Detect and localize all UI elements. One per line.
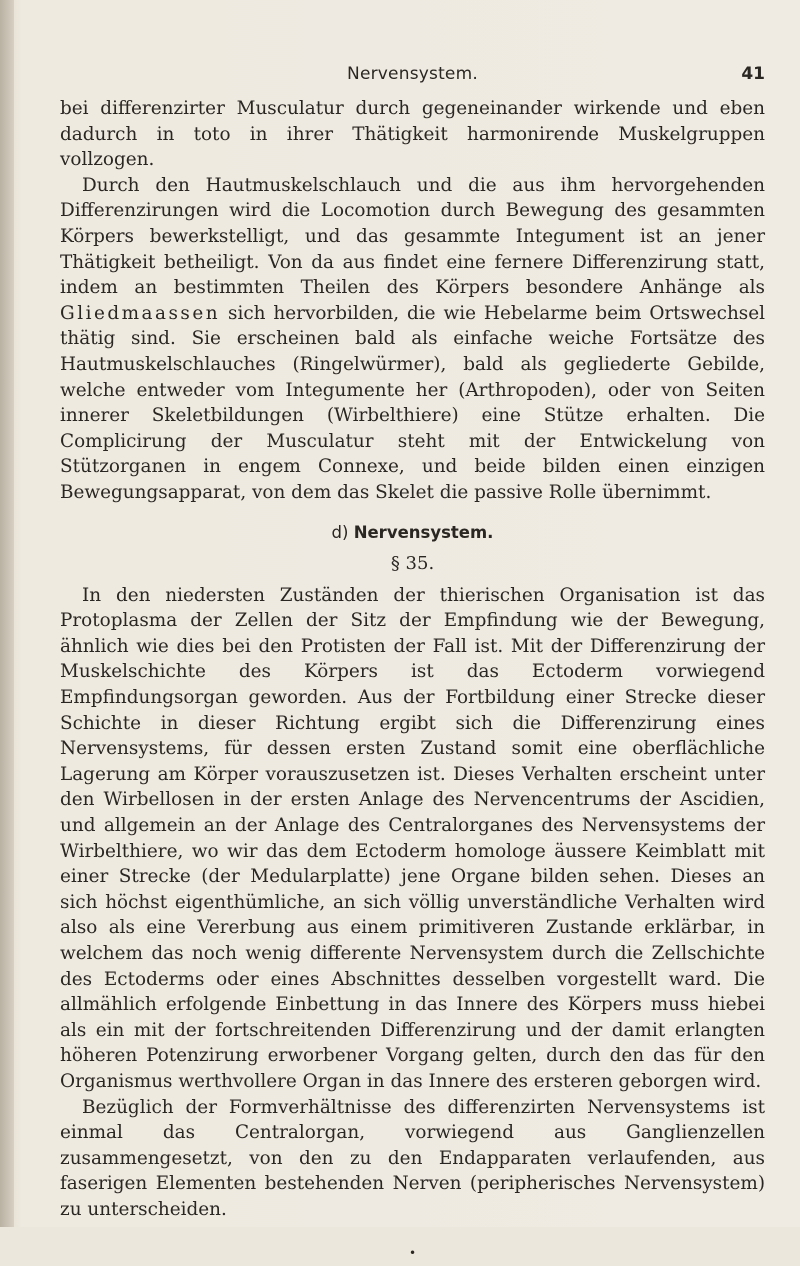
page-body: [60, 96, 765, 1266]
running-title: Nervensystem.: [347, 64, 478, 84]
paragraph-form: Bezüglich der Formverhältnisse des differenzirten Nervensystems ist einmal das Centralorgan, vorwiegend aus Ganglienzellen zusammengesetzt, von den zu den Endapparaten verlaufenden, aus faserigen Elementen bestehenden Nerven (peripherisches Nervensystem) zu unterscheiden.: [60, 1096, 765, 1220]
paragraph-text: Durch den Hautmuskelschlauch und die aus ihm hervorgehenden Differenzirungen wird die Locomotion durch Bewegung des gesammten Körpers bewerkstelligt, und das gesammte Integument ist an jener Thätigkeit betheiligt. Von da aus findet eine fernere Differenzirung statt, indem an bestimmten Theilen des Körpers besondere Anhänge als: [60, 174, 765, 299]
paragraph-locomotion: [60, 173, 765, 506]
section-heading: [60, 520, 765, 546]
paragraph-number: § 35.: [390, 553, 435, 575]
paragraph-nervous-system: In den niedersten Zuständen der thierischen Organisation ist das Protoplasma der Zellen der Sitz der Empfindung wie der Bewegung, ähnlich wie dies bei den Protisten der Fall ist. Mit der Differenzirung der Muskelschichte des Körpers ist das Ectoderm vorwiegend Empfindungsorgan geworden. Aus der Fortbildung einer Strecke dieser Schichte in dieser Richtung ergibt sich die Differenzirung eines Nervensystems, für dessen ersten Zustand somit eine oberflächliche Lagerung am Körper vorauszusetzen ist. Dieses Verhalten erscheint unter den Wirbellosen in der ersten Anlage des Nervencentrums der Ascidien, und allgemein an der Anlage des Centralorganes des Nervensystems der Wirbelthiere, wo wir das dem Ectoderm homologe äussere Keimblatt mit einer Strecke (der Medularplatte) jene Organe bilden sehen. Dieses an sich höchst eigenthümliche, an sich völlig unverständliche Verhalten wird also als eine Vererbung aus einem primitiveren Zustande erklärbar, in welchem das noch wenig differente Nervensystem durch die Zellschichte des Ectoderms oder eines Abschnittes desselben vorgestellt ward. Die allmählich erfolgende Einbettung in das Innere des Körpers muss hiebei als ein mit der fortschreitenden Differenzirung und der damit erlangten höheren Potenzirung erworbener Vorgang gelten, durch den das für den Organismus werthvollere Organ in das Innere des ersteren geborgen wird.: [60, 584, 765, 1092]
emphasized-term: Gliedmaassen: [60, 302, 221, 324]
ornament-dot: •: [408, 1245, 417, 1260]
paragraph-continuation: bei differenzirter Musculatur durch gegeneinander wirkende und eben dadurch in toto in ihrer Thätigkeit harmonirende Muskelgruppen vollzogen.: [60, 98, 765, 171]
page-header: [60, 64, 765, 88]
page-number: 41: [741, 64, 765, 84]
paragraph-text: sich hervorbilden, die wie Hebelarme beim Ortswechsel thätig sind. Sie erscheinen bald als einfache weiche Fortsätze des Hautmuskelschlauches (Ringelwürmer), bald als gegliederte Gebilde, welche entweder vom Integumente her (Arthropoden), oder von Seiten innerer Skeletbildungen (Wirbelthiere) eine Stütze erhalten. Die Complicirung der Musculatur steht mit der Entwickelung von Stützorganen in engem Connexe, und beide bilden einen einzigen Bewegungsapparat, von dem das Skelet die passive Rolle übernimmt.: [60, 302, 765, 503]
section-letter: d): [331, 522, 349, 542]
section-title: Nervensystem.: [353, 522, 494, 542]
page-spine-shadow: [0, 0, 14, 1227]
